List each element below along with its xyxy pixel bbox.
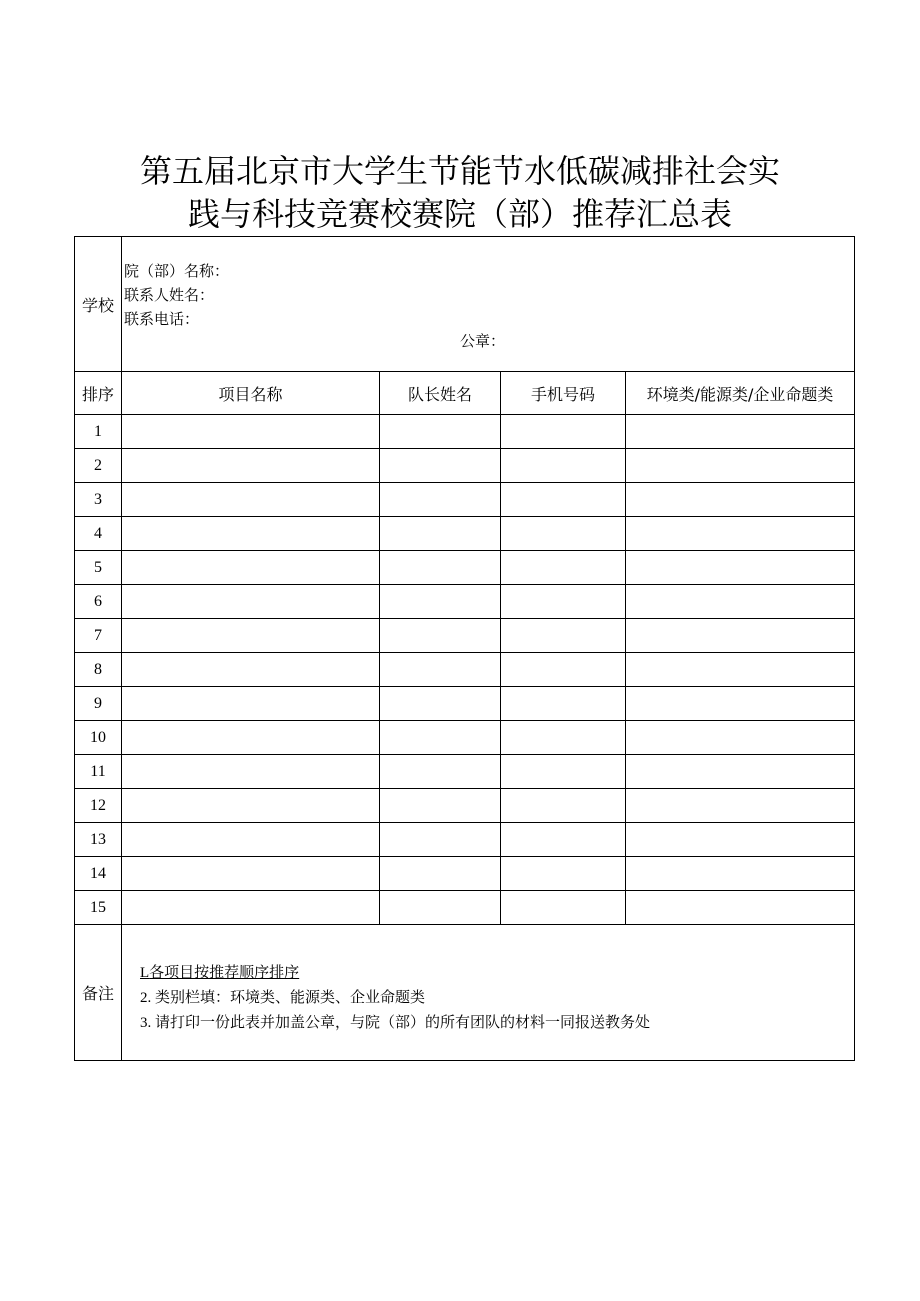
notes-cell (122, 925, 855, 1061)
captain-name-cell[interactable] (380, 585, 501, 619)
school-info-row (75, 237, 855, 372)
project-name-cell[interactable] (122, 789, 380, 823)
table-row (75, 585, 855, 619)
header-category: 环境类/能源类/企业命题类 (626, 372, 855, 415)
captain-name-cell[interactable] (380, 551, 501, 585)
note-prefix: 2. (140, 990, 155, 1006)
project-name-cell[interactable] (122, 653, 380, 687)
project-name-cell[interactable] (122, 517, 380, 551)
category-cell[interactable] (626, 891, 855, 925)
project-name-cell[interactable] (122, 687, 380, 721)
project-name-cell[interactable] (122, 891, 380, 925)
project-name-cell[interactable] (122, 721, 380, 755)
phone-cell[interactable] (501, 857, 626, 891)
note-text: 各项目按推荐顺序排序 (149, 963, 300, 981)
school-info-cell (122, 237, 855, 372)
captain-name-cell[interactable] (380, 789, 501, 823)
captain-name-cell[interactable] (380, 891, 501, 925)
school-label: 学校 (75, 237, 122, 372)
category-cell[interactable] (626, 449, 855, 483)
phone-cell[interactable] (501, 483, 626, 517)
contact-name-field: 联系人姓名： (124, 286, 215, 304)
header-project-name: 项目名称 (122, 372, 380, 415)
category-cell[interactable] (626, 653, 855, 687)
category-cell[interactable] (626, 721, 855, 755)
project-name-cell[interactable] (122, 755, 380, 789)
row-number: 8 (75, 653, 122, 687)
row-number: 11 (75, 755, 122, 789)
official-seal-label: 公章： (460, 332, 506, 350)
row-number: 1 (75, 415, 122, 449)
table-row (75, 823, 855, 857)
table-header-row (75, 372, 855, 415)
note-item-1 (140, 960, 650, 985)
table-row (75, 653, 855, 687)
project-name-cell[interactable] (122, 857, 380, 891)
captain-name-cell[interactable] (380, 857, 501, 891)
category-cell[interactable] (626, 619, 855, 653)
row-number: 14 (75, 857, 122, 891)
phone-cell[interactable] (501, 619, 626, 653)
notes-label: 备注 (75, 925, 122, 1061)
phone-cell[interactable] (501, 551, 626, 585)
row-number: 9 (75, 687, 122, 721)
table-row (75, 857, 855, 891)
phone-cell[interactable] (501, 789, 626, 823)
title-line-2: 践与科技竞赛校赛院（部）推荐汇总表 (187, 195, 732, 233)
captain-name-cell[interactable] (380, 687, 501, 721)
category-cell[interactable] (626, 687, 855, 721)
category-cell[interactable] (626, 483, 855, 517)
notes-row (75, 925, 855, 1061)
category-cell[interactable] (626, 857, 855, 891)
header-captain-name: 队长姓名 (380, 372, 501, 415)
phone-cell[interactable] (501, 585, 626, 619)
row-number: 2 (75, 449, 122, 483)
note-prefix: 3. (140, 1015, 155, 1031)
note-prefix: L (140, 965, 150, 981)
category-cell[interactable] (626, 517, 855, 551)
school-fields (124, 259, 229, 331)
row-number: 15 (75, 891, 122, 925)
table-row (75, 551, 855, 585)
phone-cell[interactable] (501, 653, 626, 687)
note-item-2 (140, 985, 650, 1010)
row-number: 12 (75, 789, 122, 823)
note-text: 请打印一份此表并加盖公章，与院（部）的所有团队的材料一同报送教务处 (155, 1013, 651, 1031)
row-number: 3 (75, 483, 122, 517)
table-row (75, 517, 855, 551)
project-name-cell[interactable] (122, 483, 380, 517)
summary-table (74, 236, 855, 1061)
category-cell[interactable] (626, 823, 855, 857)
phone-cell[interactable] (501, 755, 626, 789)
phone-cell[interactable] (501, 891, 626, 925)
project-name-cell[interactable] (122, 449, 380, 483)
project-name-cell[interactable] (122, 585, 380, 619)
row-number: 13 (75, 823, 122, 857)
row-number: 10 (75, 721, 122, 755)
captain-name-cell[interactable] (380, 483, 501, 517)
header-rank: 排序 (75, 372, 122, 415)
row-number: 6 (75, 585, 122, 619)
table-row (75, 789, 855, 823)
title-line-1: 第五届北京市大学生节能节水低碳减排社会实 (139, 152, 780, 190)
phone-cell[interactable] (501, 823, 626, 857)
project-name-cell[interactable] (122, 619, 380, 653)
note-text: 类别栏填：环境类、能源类、企业命题类 (155, 988, 426, 1006)
contact-phone-field: 联系电话： (124, 310, 200, 328)
table-row (75, 687, 855, 721)
captain-name-cell[interactable] (380, 619, 501, 653)
table-row (75, 415, 855, 449)
project-name-cell[interactable] (122, 415, 380, 449)
document-title (0, 150, 920, 236)
row-number: 5 (75, 551, 122, 585)
row-number: 4 (75, 517, 122, 551)
phone-cell[interactable] (501, 721, 626, 755)
table-row (75, 755, 855, 789)
header-phone: 手机号码 (501, 372, 626, 415)
table-row (75, 449, 855, 483)
captain-name-cell[interactable] (380, 653, 501, 687)
category-cell[interactable] (626, 551, 855, 585)
captain-name-cell[interactable] (380, 517, 501, 551)
table-row (75, 619, 855, 653)
category-cell[interactable] (626, 789, 855, 823)
department-name-field: 院（部）名称： (124, 262, 230, 280)
category-cell[interactable] (626, 755, 855, 789)
table-row (75, 721, 855, 755)
table-row (75, 483, 855, 517)
phone-cell[interactable] (501, 687, 626, 721)
row-number: 7 (75, 619, 122, 653)
phone-cell[interactable] (501, 415, 626, 449)
category-cell[interactable] (626, 585, 855, 619)
captain-name-cell[interactable] (380, 721, 501, 755)
project-name-cell[interactable] (122, 823, 380, 857)
captain-name-cell[interactable] (380, 755, 501, 789)
captain-name-cell[interactable] (380, 449, 501, 483)
captain-name-cell[interactable] (380, 415, 501, 449)
captain-name-cell[interactable] (380, 823, 501, 857)
phone-cell[interactable] (501, 449, 626, 483)
category-cell[interactable] (626, 415, 855, 449)
note-item-3 (140, 1010, 650, 1035)
notes-list (140, 960, 650, 1035)
table-row (75, 891, 855, 925)
project-name-cell[interactable] (122, 551, 380, 585)
phone-cell[interactable] (501, 517, 626, 551)
